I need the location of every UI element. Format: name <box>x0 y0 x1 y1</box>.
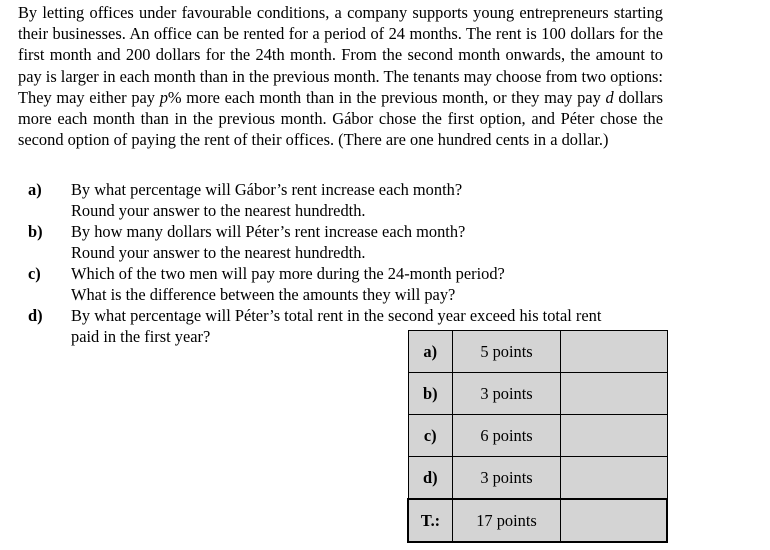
points-row-c <box>408 415 667 457</box>
score-cell <box>561 373 668 415</box>
question-label: d) <box>28 306 43 325</box>
question-a <box>18 180 678 222</box>
question-label: b) <box>28 222 43 241</box>
points-value: 3 points <box>453 373 561 415</box>
question-text-line1: By what percentage will Gábor’s rent increase each month? <box>71 180 463 199</box>
points-row-b <box>408 373 667 415</box>
variable-p: p <box>159 87 168 107</box>
question-label: a) <box>28 180 42 199</box>
score-cell <box>561 499 668 542</box>
points-label: c) <box>408 415 453 457</box>
question-text-line2: Round your answer to the nearest hundredth. <box>71 200 366 220</box>
question-c <box>18 264 678 306</box>
question-label: c) <box>28 264 41 283</box>
intro-text-3: dollars more each month than in the previous month. Gábor chose the first option, and Péter chose the second option of paying the rent of their offices. (There are one hundred cents in a dollar.) <box>18 87 664 150</box>
score-cell <box>561 457 668 500</box>
question-b <box>18 222 678 264</box>
question-text-line1: Which of the two men will pay more during the 24-month period? <box>71 264 505 283</box>
points-row-a <box>408 331 667 373</box>
score-cell <box>561 331 668 373</box>
points-value: 17 points <box>453 499 561 542</box>
points-label: d) <box>408 457 453 500</box>
question-text-line1: By what percentage will Péter’s total rent in the second year exceed his total rent <box>71 306 602 325</box>
question-text-line2: What is the difference between the amounts they will pay? <box>71 284 456 304</box>
points-value: 6 points <box>453 415 561 457</box>
question-text-line2: paid in the first year? <box>71 326 211 346</box>
points-label: a) <box>408 331 453 373</box>
points-value: 3 points <box>453 457 561 500</box>
variable-d: d <box>605 87 614 107</box>
problem-statement <box>18 2 663 150</box>
question-text-line2: Round your answer to the nearest hundredth. <box>71 242 366 262</box>
points-label: T.: <box>408 499 453 542</box>
intro-text-1: By letting offices under favourable conditions, a company supports young entrepreneurs starting their businesses. An office can be rented for a period of 24 months. The rent is 100 dollars for the first month and 200 dollars for the 24th month. From the second month onwards, the amount to pay is larger in each month than in the previous month. The tenants may choose from two options: They may either pay <box>18 3 663 107</box>
question-text-line1: By how many dollars will Péter’s rent increase each month? <box>71 222 466 241</box>
points-value: 5 points <box>453 331 561 373</box>
score-cell <box>561 415 668 457</box>
points-row-d <box>408 457 667 500</box>
points-table <box>407 330 668 543</box>
intro-text-2: % more each month than in the previous month, or they may pay <box>167 87 606 107</box>
points-row-total <box>408 499 667 542</box>
points-label: b) <box>408 373 453 415</box>
